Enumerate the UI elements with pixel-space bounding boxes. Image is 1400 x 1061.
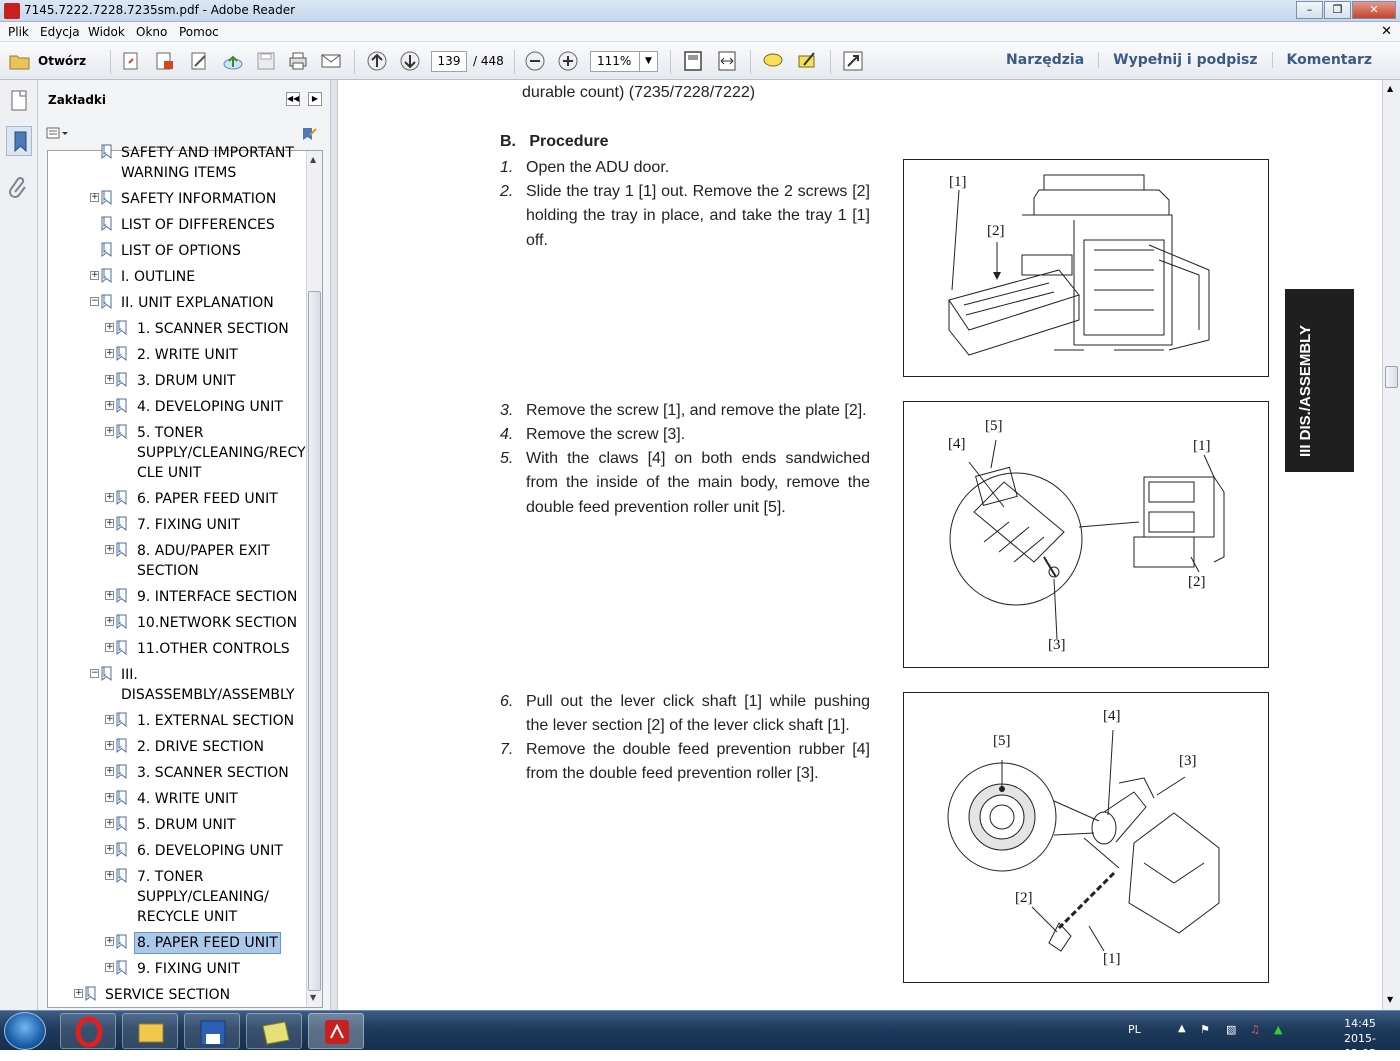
bookmark-icon: [101, 268, 112, 283]
expand-icon[interactable]: +: [106, 544, 114, 554]
clock[interactable]: 14:45 2015-02-05: [1344, 1017, 1376, 1060]
bookmark-label: 2. WRITE UNIT: [137, 347, 238, 363]
bookmark-icon: [116, 372, 127, 387]
bookmark-label: 3. DRUM UNIT: [137, 373, 236, 389]
bookmark-label: 5. TONER SUPPLY/CLEANING/RECY CLE UNIT: [137, 425, 306, 481]
bookmark-icon: [116, 868, 127, 883]
fig1-label: [1]: [949, 174, 967, 190]
save-icon[interactable]: [255, 50, 277, 72]
bookmark-icon: [101, 242, 112, 257]
combine-files-icon[interactable]: [154, 50, 176, 72]
bookmark-item[interactable]: [48, 587, 306, 607]
bookmark-icon: [85, 986, 96, 1001]
bookmark-icon: [116, 790, 127, 805]
figure-roller-unit: [903, 401, 1269, 668]
bookmark-tree: [47, 145, 323, 1008]
bookmark-item[interactable]: [48, 639, 306, 659]
menu-help[interactable]: Pomoc: [179, 25, 219, 39]
copier-illustration: [904, 160, 1270, 378]
panel-splitter[interactable]: [330, 80, 338, 1010]
bookmark-item[interactable]: [48, 541, 306, 581]
fig2-label: [4]: [948, 436, 966, 452]
bookmark-item[interactable]: [48, 293, 306, 313]
bookmark-icon: [101, 216, 112, 231]
bookmark-item[interactable]: [48, 215, 306, 235]
zoom-in-icon[interactable]: [557, 50, 579, 72]
bookmark-label: 7. TONER SUPPLY/CLEANING/ RECYCLE UNIT: [137, 869, 269, 925]
bookmark-item[interactable]: [48, 423, 306, 483]
bookmark-label: 3. SCANNER SECTION: [137, 765, 289, 781]
bookmarks-panel: [38, 80, 330, 1010]
close-document-icon[interactable]: ✕: [1381, 24, 1392, 39]
bookmark-icon: [116, 842, 127, 857]
bookmark-scrollbar[interactable]: ▲ ▼: [306, 151, 322, 1007]
edit-icon[interactable]: [188, 50, 210, 72]
expand-icon[interactable]: +: [91, 192, 99, 202]
fig3-label: [2]: [1015, 890, 1033, 906]
previous-page-icon[interactable]: [366, 50, 388, 72]
fill-sign-link[interactable]: Wypełnij i podpisz: [1098, 52, 1271, 68]
bookmark-item[interactable]: [48, 371, 306, 391]
section-heading: B. Procedure: [500, 133, 609, 150]
figure-copier-tray: [903, 159, 1269, 377]
expand-icon[interactable]: +: [106, 426, 114, 436]
bookmark-label: 8. ADU/PAPER EXIT SECTION: [137, 543, 270, 579]
zoom-select[interactable]: 111% ▼: [590, 51, 658, 72]
next-page-icon[interactable]: [399, 50, 421, 72]
section-side-tab: III DIS./ASSEMBLY: [1285, 289, 1354, 472]
bookmark-item[interactable]: [48, 143, 306, 183]
highlight-icon[interactable]: [796, 50, 818, 72]
create-pdf-icon[interactable]: [120, 50, 142, 72]
bookmark-label: 6. PAPER FEED UNIT: [137, 491, 278, 507]
expand-icon[interactable]: +: [106, 616, 114, 626]
expand-icon[interactable]: +: [106, 714, 114, 724]
bookmark-item[interactable]: [48, 867, 306, 927]
title-bar: [0, 0, 1400, 22]
bookmark-item[interactable]: [48, 985, 306, 1005]
expand-icon[interactable]: +: [106, 936, 114, 946]
figure-feed-rubber: [903, 692, 1269, 983]
print-icon[interactable]: [287, 50, 309, 72]
expand-icon[interactable]: +: [106, 740, 114, 750]
bookmark-label: SERVICE SECTION: [105, 987, 231, 1003]
bookmark-item[interactable]: [48, 763, 306, 783]
zoom-out-icon[interactable]: [524, 50, 546, 72]
volume-muted-icon[interactable]: ♫: [1250, 1023, 1260, 1036]
bookmark-label: 6. DEVELOPING UNIT: [137, 843, 283, 859]
expand-icon[interactable]: +: [106, 642, 114, 652]
bookmark-icon: [101, 666, 112, 681]
menu-bar: [0, 22, 1400, 42]
panel-title: Zakładki: [48, 93, 107, 107]
bookmark-item[interactable]: [48, 737, 306, 757]
bookmark-icon: [116, 588, 127, 603]
email-icon[interactable]: [320, 50, 342, 72]
taskbar: [0, 1010, 1400, 1060]
bookmark-item[interactable]: [48, 841, 306, 861]
bookmark-label: LIST OF DIFFERENCES: [121, 217, 275, 233]
attachments-icon[interactable]: [6, 172, 32, 202]
action-center-flag-icon[interactable]: ⚑: [1200, 1023, 1210, 1036]
page-total: / 448: [473, 54, 504, 68]
bookmark-item[interactable]: [48, 267, 306, 287]
bookmark-label: III. DISASSEMBLY/ASSEMBLY: [121, 667, 295, 703]
explorer-task[interactable]: [122, 1013, 178, 1049]
tools-link[interactable]: Narzędzia: [1006, 52, 1085, 68]
expand-icon[interactable]: +: [106, 348, 114, 358]
bookmark-label: II. UNIT EXPLANATION: [121, 295, 274, 311]
bookmark-label: 4. DEVELOPING UNIT: [137, 399, 283, 415]
expand-icon[interactable]: +: [106, 518, 114, 528]
comment-link[interactable]: Komentarz: [1272, 52, 1386, 68]
bookmark-icon: [116, 614, 127, 629]
collapse-icon[interactable]: −: [91, 296, 99, 306]
bookmark-item[interactable]: [48, 345, 306, 365]
folder-icon: [8, 51, 32, 71]
bookmark-item[interactable]: [48, 241, 306, 261]
bookmark-item[interactable]: [48, 789, 306, 809]
bookmark-icon: [116, 516, 127, 531]
bookmark-label: 1. EXTERNAL SECTION: [137, 713, 295, 729]
notes-task[interactable]: [246, 1013, 302, 1049]
bookmark-item[interactable]: [48, 665, 306, 705]
adobe-reader-icon: [4, 3, 20, 19]
expand-icon[interactable]: +: [106, 322, 114, 332]
bookmark-icon: [116, 738, 127, 753]
fit-width-icon[interactable]: [716, 50, 738, 72]
expand-icon[interactable]: +: [106, 844, 114, 854]
bookmark-item[interactable]: [48, 189, 306, 209]
bookmark-item[interactable]: [48, 489, 306, 509]
bookmark-options-icon[interactable]: [46, 126, 70, 143]
bookmark-item[interactable]: [48, 815, 306, 835]
bookmark-label: SAFETY INFORMATION: [121, 191, 277, 207]
save-task[interactable]: [184, 1013, 240, 1049]
expand-icon[interactable]: +: [106, 400, 114, 410]
document-scrollbar[interactable]: [1382, 80, 1400, 1010]
menu-view[interactable]: Widok: [88, 25, 125, 39]
bookmark-label: 8. PAPER FEED UNIT: [134, 932, 281, 954]
bookmark-icon: [116, 960, 127, 975]
language-indicator[interactable]: PL: [1128, 1023, 1141, 1036]
bookmark-label: 2. DRIVE SECTION: [137, 739, 264, 755]
window-title: 7145.7222.7228.7235sm.pdf - Adobe Reader: [24, 3, 296, 17]
bookmark-item[interactable]: [48, 613, 306, 633]
expand-icon[interactable]: +: [106, 870, 114, 880]
expand-icon[interactable]: +: [106, 374, 114, 384]
adobe-reader-task[interactable]: [308, 1013, 364, 1049]
bookmark-icon: [116, 490, 127, 505]
scroll-up-icon[interactable]: ▲: [1387, 84, 1394, 93]
feed-rubber-illustration: [904, 693, 1270, 984]
bookmark-item[interactable]: [48, 515, 306, 535]
top-line: durable count) (7235/7228/7222): [522, 84, 756, 101]
expand-icon[interactable]: +: [106, 766, 114, 776]
drive-icon[interactable]: ▲: [1274, 1023, 1283, 1036]
close-button[interactable]: ✕: [1352, 1, 1396, 19]
collapse-panel-button[interactable]: ◀◀: [286, 92, 300, 106]
fig3-label: [5]: [993, 733, 1011, 749]
start-button[interactable]: [4, 1012, 46, 1050]
bookmark-label: 5. DRUM UNIT: [137, 817, 236, 833]
fig2-label: [5]: [985, 418, 1003, 434]
open-button[interactable]: Otwórz: [8, 50, 86, 72]
bookmark-item[interactable]: [48, 711, 306, 731]
document-view: durable count) (7235/7228/7222) B. Procedure 1. Open the ADU door. 2. Slide the tray 1 [1] out. Remove the 2 screws [2] holding the tray in place, and take the tray 1 [1] off. 3. Remove the screw [1], and remove the plate [2]. 4. Remove the screw [3]. 5. With the claws [4] on both ends sandwiched from the inside of the main body, remove the double feed prevention roller unit [5]. 6. Pull out the lever click shaft [1] while pushing the lever section [2] of the lever click shaft [1]. 7. Remove the double feed prevention rubber [4] from the double feed prevention roller [3]. [1] [2] [5] [4] [1] [2] [3] [4] [5] [3] [2] [1] III DIS./ASSEMBLY: [338, 80, 1382, 1010]
bookmark-icon: [116, 542, 127, 557]
collapse-icon[interactable]: −: [91, 668, 99, 678]
chevron-down-icon: ▼: [639, 52, 657, 71]
bookmark-new-icon[interactable]: [300, 126, 318, 142]
bookmark-item[interactable]: [48, 959, 306, 979]
bookmark-label: 7. FIXING UNIT: [137, 517, 240, 533]
opera-task[interactable]: [60, 1013, 116, 1049]
expand-icon[interactable]: +: [106, 492, 114, 502]
bookmark-label: 10.NETWORK SECTION: [137, 615, 298, 631]
upload-cloud-icon[interactable]: [222, 50, 244, 72]
bookmark-icon: [116, 640, 127, 655]
scroll-down-icon[interactable]: ▼: [1387, 995, 1394, 1004]
scrollbar-thumb[interactable]: [308, 291, 321, 991]
bookmark-icon: [101, 294, 112, 309]
fig2-label: [1]: [1193, 438, 1211, 454]
fig1-label: [2]: [987, 223, 1005, 239]
bookmark-label: 9. FIXING UNIT: [137, 961, 240, 977]
bookmark-icon: [116, 816, 127, 831]
page-thumbnails-icon[interactable]: [6, 86, 32, 116]
expand-icon[interactable]: +: [106, 962, 114, 972]
device-icon[interactable]: ▧: [1226, 1023, 1237, 1036]
menu-file[interactable]: Plik: [8, 25, 29, 39]
bookmark-label: I. OUTLINE: [121, 269, 196, 285]
fit-page-icon[interactable]: [682, 50, 704, 72]
bookmark-item[interactable]: [48, 319, 306, 339]
bookmark-label: 1. SCANNER SECTION: [137, 321, 289, 337]
bookmark-icon: [116, 934, 127, 949]
page-number-input[interactable]: 139: [431, 51, 467, 72]
bookmark-item[interactable]: [48, 933, 306, 953]
expand-icon[interactable]: +: [106, 590, 114, 600]
bookmark-label: 11.OTHER CONTROLS: [137, 641, 290, 657]
fig3-label: [4]: [1103, 708, 1121, 724]
document-scrollbar-thumb[interactable]: [1385, 366, 1398, 388]
show-hidden-icons-icon[interactable]: ▲: [1178, 1023, 1186, 1034]
expand-icon[interactable]: +: [106, 818, 114, 828]
bookmark-item[interactable]: [48, 397, 306, 417]
expand-icon[interactable]: +: [91, 270, 99, 280]
bookmark-icon: [101, 190, 112, 205]
toolbar: [0, 42, 1400, 80]
bookmark-label: LIST OF OPTIONS: [121, 243, 241, 259]
bookmark-icon: [116, 424, 127, 439]
bookmark-icon: [116, 320, 127, 335]
fig2-label: [2]: [1188, 574, 1206, 590]
bookmark-icon: [116, 712, 127, 727]
bookmark-label: 4. WRITE UNIT: [137, 791, 238, 807]
expand-icon[interactable]: +: [75, 988, 83, 998]
bookmark-icon: [116, 346, 127, 361]
minimize-button[interactable]: –: [1296, 1, 1323, 19]
bookmark-label: SAFETY AND IMPORTANT WARNING ITEMS: [121, 145, 294, 181]
fig2-label: [3]: [1048, 637, 1066, 653]
menu-window[interactable]: Okno: [136, 25, 168, 39]
menu-edit[interactable]: Edycja: [40, 25, 80, 39]
maximize-button[interactable]: ❐: [1324, 1, 1351, 19]
comment-icon[interactable]: [762, 50, 784, 72]
bookmarks-icon[interactable]: [6, 126, 32, 156]
bookmark-icon: [101, 144, 112, 159]
bookmark-label: 9. INTERFACE SECTION: [137, 589, 298, 605]
fig3-label: [3]: [1179, 753, 1197, 769]
expand-panel-button[interactable]: ▶: [308, 92, 322, 106]
fig3-label: [1]: [1103, 951, 1121, 967]
bookmark-icon: [116, 398, 127, 413]
expand-icon[interactable]: +: [106, 792, 114, 802]
full-screen-icon[interactable]: [842, 50, 864, 72]
bookmark-icon: [116, 764, 127, 779]
navigation-rail: [0, 80, 38, 1010]
